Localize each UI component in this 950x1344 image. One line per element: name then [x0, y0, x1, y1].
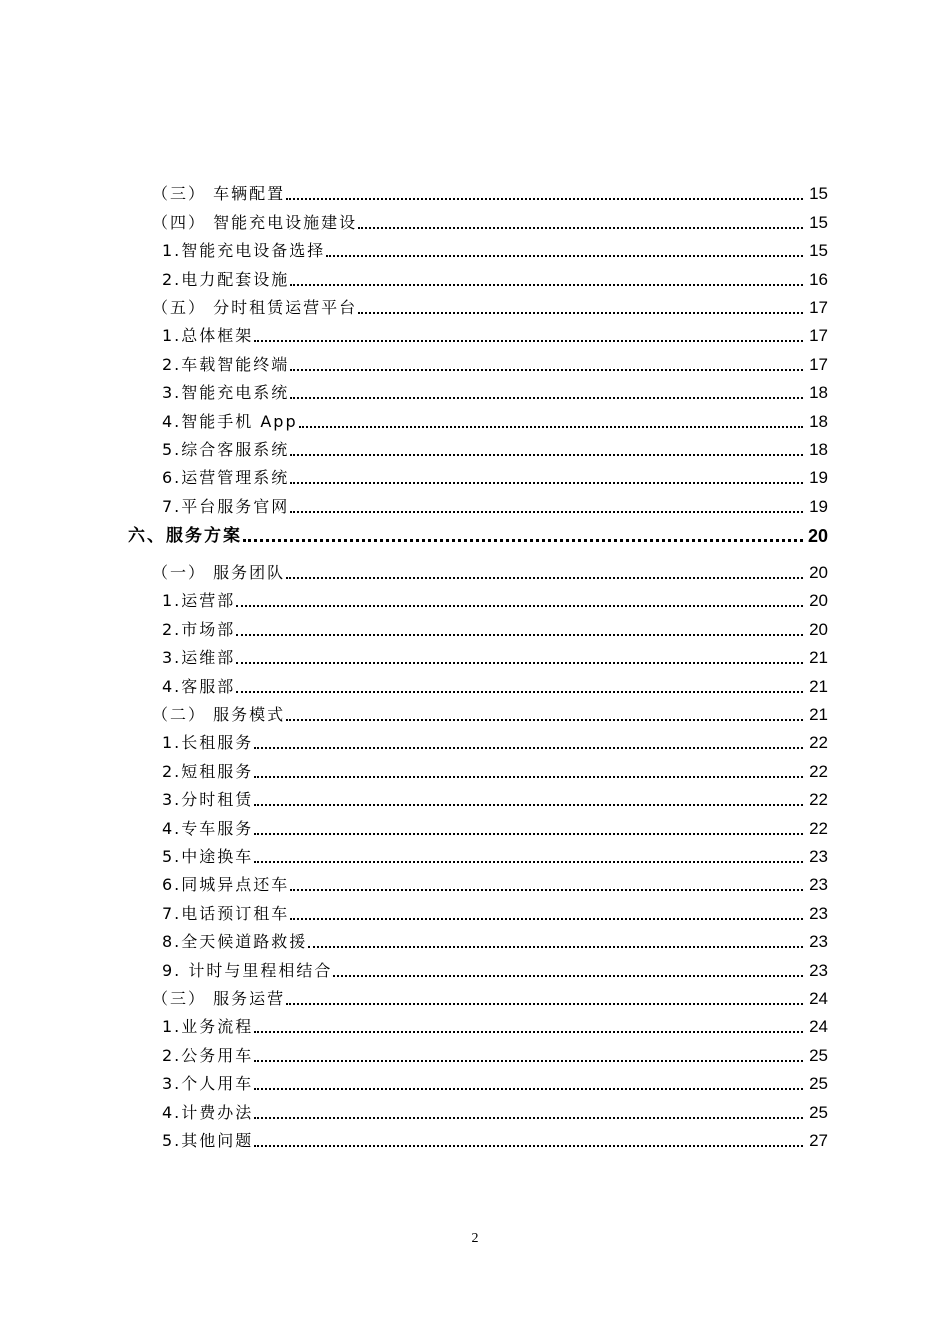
toc-entry-page: 22: [809, 761, 828, 781]
toc-entry-page: 17: [809, 297, 828, 317]
toc-dot-leader: [254, 733, 803, 749]
toc-section-entry[interactable]: [0, 555, 950, 583]
toc-entry-page: 22: [809, 733, 828, 753]
toc-entry-page: 23: [809, 960, 828, 980]
toc-entry-page: 15: [809, 184, 828, 204]
toc-entry-title: 1.运营部: [162, 591, 236, 611]
toc-entry-title: （二） 服务模式: [152, 705, 286, 725]
toc-dot-leader: [290, 383, 803, 399]
toc-entry-page: 20: [809, 591, 828, 611]
toc-dot-leader: [358, 298, 803, 314]
toc-subsection-entry[interactable]: [0, 924, 950, 952]
toc-subsection-entry[interactable]: [0, 867, 950, 895]
toc-dot-leader: [236, 620, 803, 636]
toc-subsection-entry[interactable]: [0, 318, 950, 346]
toc-entry-title: 7.电话预订租车: [162, 903, 290, 923]
toc-entry-title: 5.中途换车: [162, 846, 254, 866]
toc-subsection-entry[interactable]: [0, 583, 950, 611]
toc-entry-title: 六、服务方案: [128, 525, 242, 546]
toc-entry-title: 4.客服部: [162, 676, 236, 696]
toc-dot-leader: [299, 412, 803, 428]
toc-subsection-entry[interactable]: [0, 403, 950, 431]
toc-subsection-entry[interactable]: [0, 782, 950, 810]
toc-entry-page: 22: [809, 818, 828, 838]
toc-entry-page: 23: [809, 932, 828, 952]
toc-entry-title: 7.平台服务官网: [162, 496, 290, 516]
toc-dot-leader: [243, 525, 803, 542]
toc-entry-title: 2.短租服务: [162, 761, 254, 781]
toc-entry-title: 8.全天候道路救援: [162, 932, 308, 952]
toc-entry-page: 16: [809, 269, 828, 289]
toc-dot-leader: [326, 241, 803, 257]
toc-dot-leader: [290, 440, 803, 456]
toc-subsection-entry[interactable]: [0, 1123, 950, 1151]
toc-entry-page: 21: [809, 648, 828, 668]
toc-entry-title: 1.智能充电设备选择: [162, 241, 326, 261]
toc-entry-title: 5.综合客服系统: [162, 439, 290, 459]
toc-entry-page: 20: [807, 525, 828, 546]
toc-subsection-entry[interactable]: [0, 1066, 950, 1094]
toc-dot-leader: [254, 1017, 803, 1033]
toc-dot-leader: [254, 790, 803, 806]
toc-entry-page: 15: [809, 212, 828, 232]
toc-entry-page: 18: [809, 411, 828, 431]
toc-entry-page: 19: [809, 468, 828, 488]
toc-subsection-entry[interactable]: [0, 346, 950, 374]
toc-dot-leader: [254, 326, 803, 342]
toc-dot-leader: [254, 1131, 803, 1147]
toc-dot-leader: [286, 989, 803, 1005]
toc-entry-page: 23: [809, 875, 828, 895]
toc-entry-title: 4.专车服务: [162, 818, 254, 838]
table-of-contents: [0, 176, 950, 1151]
toc-dot-leader: [290, 904, 803, 920]
toc-subsection-entry[interactable]: [0, 1009, 950, 1037]
toc-subsection-entry[interactable]: [0, 668, 950, 696]
toc-entry-page: 25: [809, 1102, 828, 1122]
toc-dot-leader: [333, 961, 803, 977]
toc-entry-page: 25: [809, 1074, 828, 1094]
toc-subsection-entry[interactable]: [0, 640, 950, 668]
toc-dot-leader: [286, 705, 803, 721]
toc-entry-title: 2.电力配套设施: [162, 269, 290, 289]
toc-entry-title: 1.长租服务: [162, 733, 254, 753]
toc-entry-title: 5.其他问题: [162, 1130, 254, 1150]
toc-entry-title: 6.运营管理系统: [162, 468, 290, 488]
toc-entry-page: 18: [809, 383, 828, 403]
toc-entry-page: 25: [809, 1045, 828, 1065]
toc-dot-leader: [254, 1074, 803, 1090]
toc-entry-title: 1.业务流程: [162, 1017, 254, 1037]
toc-dot-leader: [286, 184, 803, 200]
toc-dot-leader: [254, 1103, 803, 1119]
toc-section-entry[interactable]: [0, 697, 950, 725]
toc-entry-title: 4.智能手机 App: [162, 411, 298, 431]
toc-dot-leader: [254, 819, 803, 835]
toc-subsection-entry[interactable]: [0, 375, 950, 403]
toc-entry-title: （三） 车辆配置: [152, 184, 286, 204]
toc-entry-title: 3.智能充电系统: [162, 383, 290, 403]
toc-entry-title: 2.市场部: [162, 619, 236, 639]
toc-entry-title: 3.分时租赁: [162, 790, 254, 810]
toc-entry-page: 24: [809, 988, 828, 1008]
toc-dot-leader: [236, 648, 803, 664]
toc-entry-page: 24: [809, 1017, 828, 1037]
toc-subsection-entry[interactable]: [0, 839, 950, 867]
toc-entry-title: 2.车载智能终端: [162, 354, 290, 374]
toc-entry-page: 17: [809, 354, 828, 374]
toc-entry-title: 6.同城异点还车: [162, 875, 290, 895]
toc-subsection-entry[interactable]: [0, 488, 950, 516]
toc-dot-leader: [308, 932, 803, 948]
toc-subsection-entry[interactable]: [0, 895, 950, 923]
toc-section-entry[interactable]: [0, 981, 950, 1009]
toc-subsection-entry[interactable]: [0, 810, 950, 838]
toc-entry-page: 19: [809, 496, 828, 516]
toc-entry-page: 15: [809, 241, 828, 261]
toc-entry-title: 3.个人用车: [162, 1074, 254, 1094]
toc-subsection-entry[interactable]: [0, 261, 950, 289]
toc-dot-leader: [236, 591, 803, 607]
toc-entry-title: 3.运维部: [162, 648, 236, 668]
toc-entry-page: 27: [809, 1130, 828, 1150]
toc-dot-leader: [358, 213, 803, 229]
toc-subsection-entry[interactable]: [0, 460, 950, 488]
toc-entry-title: （三） 服务运营: [152, 988, 286, 1008]
toc-subsection-entry[interactable]: [0, 725, 950, 753]
toc-subsection-entry[interactable]: [0, 1037, 950, 1065]
toc-subsection-entry[interactable]: [0, 611, 950, 639]
toc-entry-title: 2.公务用车: [162, 1045, 254, 1065]
toc-subsection-entry[interactable]: [0, 952, 950, 980]
page-number: 2: [471, 1231, 479, 1246]
toc-entry-page: 22: [809, 790, 828, 810]
toc-dot-leader: [254, 762, 803, 778]
toc-dot-leader: [286, 563, 803, 579]
toc-section-entry[interactable]: [0, 204, 950, 232]
toc-section-entry[interactable]: [0, 176, 950, 204]
toc-subsection-entry[interactable]: [0, 1094, 950, 1122]
toc-subsection-entry[interactable]: [0, 432, 950, 460]
toc-entry-title: （五） 分时租赁运营平台: [152, 297, 358, 317]
toc-dot-leader: [290, 270, 803, 286]
toc-entry-page: 21: [809, 676, 828, 696]
toc-entry-page: 23: [809, 903, 828, 923]
toc-entry-title: 4.计费办法: [162, 1102, 254, 1122]
toc-entry-page: 17: [809, 326, 828, 346]
toc-entry-page: 21: [809, 705, 828, 725]
toc-entry-page: 18: [809, 439, 828, 459]
toc-dot-leader: [236, 677, 803, 693]
toc-entry-title: 1.总体框架: [162, 326, 254, 346]
toc-entry-title: 9. 计时与里程相结合: [162, 960, 333, 980]
toc-dot-leader: [290, 875, 803, 891]
toc-subsection-entry[interactable]: [0, 233, 950, 261]
toc-entry-page: 23: [809, 846, 828, 866]
toc-entry-page: 20: [809, 619, 828, 639]
toc-section-entry[interactable]: [0, 290, 950, 318]
toc-entry-page: 20: [809, 563, 828, 583]
toc-dot-leader: [290, 468, 803, 484]
toc-entry-title: （四） 智能充电设施建设: [152, 212, 358, 232]
toc-dot-leader: [290, 355, 803, 371]
toc-subsection-entry[interactable]: [0, 753, 950, 781]
toc-dot-leader: [290, 497, 803, 513]
toc-dot-leader: [254, 1046, 803, 1062]
toc-entry-title: （一） 服务团队: [152, 563, 286, 583]
toc-chapter-entry[interactable]: [0, 517, 950, 555]
toc-dot-leader: [254, 847, 803, 863]
